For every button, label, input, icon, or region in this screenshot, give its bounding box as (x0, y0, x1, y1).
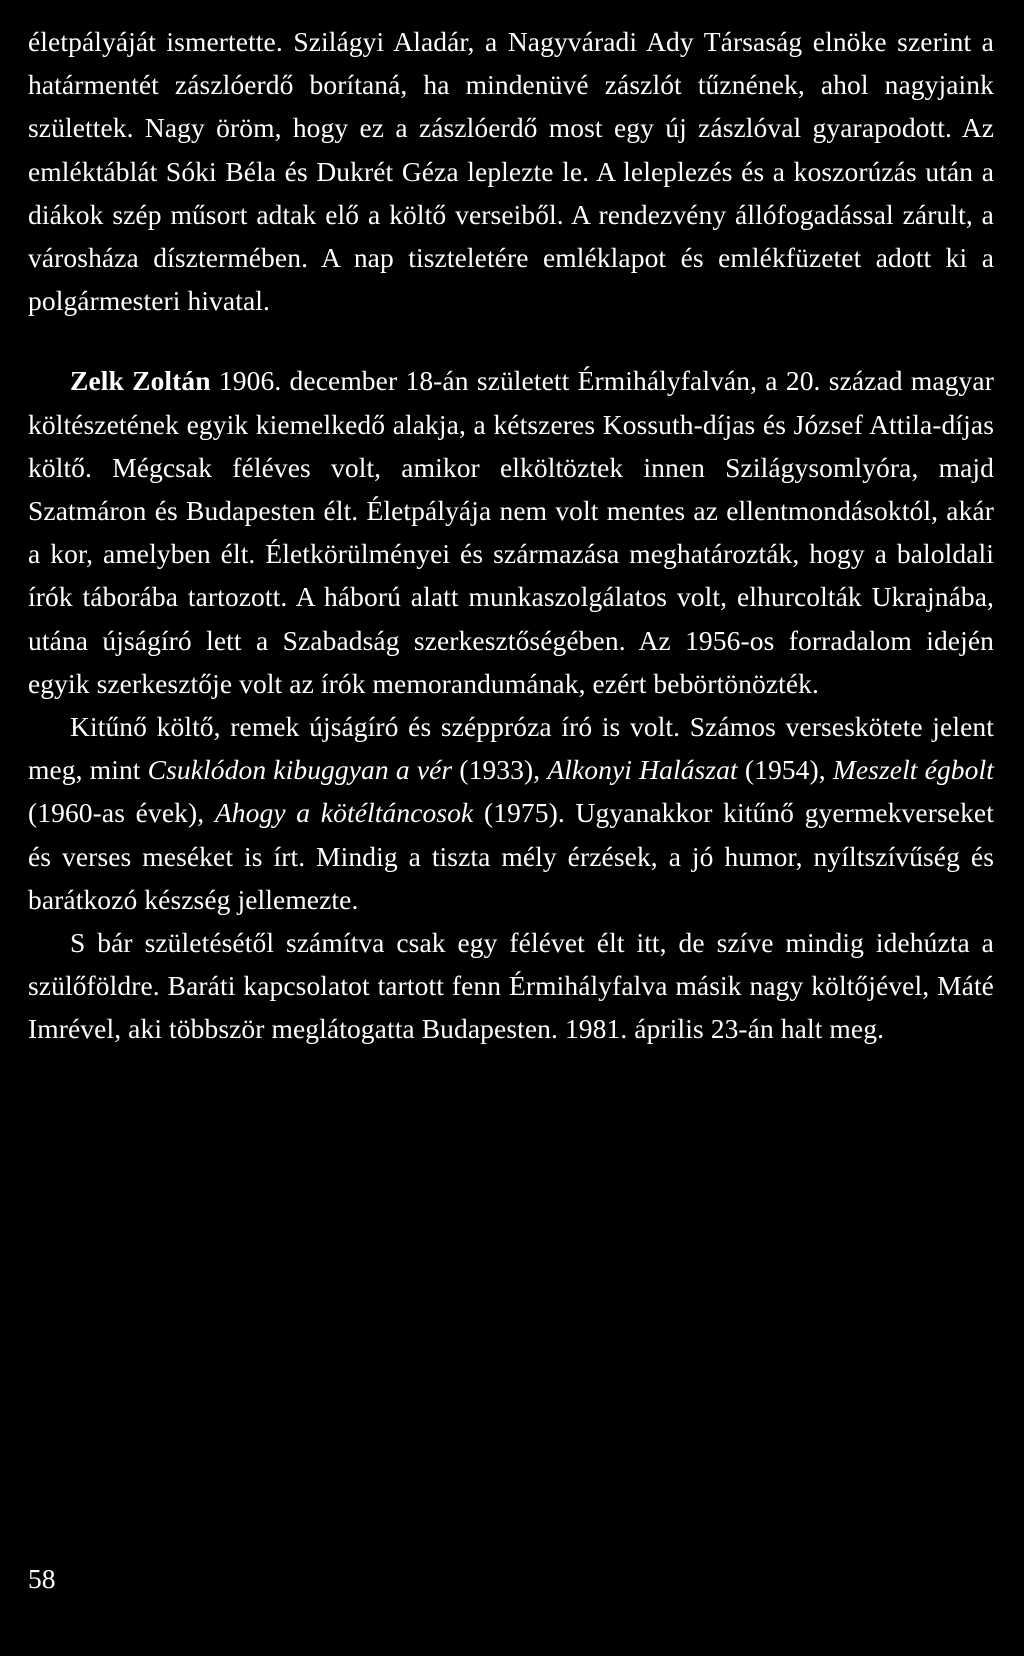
works-text-5: (1975). Ugyanakkor kitűnő gyermekverseket és verses meséket is írt. Mindig a tiszta mély érzések, a jó humor, nyíltszívűség és barátkozó készség jellemezte. (28, 797, 994, 915)
paragraph-works (28, 705, 994, 921)
book-title-ahogy: Ahogy a kötéltáncosok (214, 797, 474, 829)
book-title-csuklodon: Csuklódon kibuggyan a vér (147, 754, 453, 786)
page-body (28, 20, 994, 1051)
works-text-4: (1960-as évek), (28, 797, 215, 829)
book-title-alkonyi: Alkonyi Halászat (547, 754, 738, 786)
works-text-2: (1933), (452, 754, 548, 786)
works-text-1: Kitűnő költő, remek újságíró és széppróza író is volt. Számos verseskötete jelent meg, mint (28, 711, 994, 786)
paragraph-biography (28, 359, 994, 705)
works-text-3: (1954), (737, 754, 833, 786)
page-number: 58 (28, 1563, 56, 1594)
poet-name: Zelk Zoltán (70, 365, 211, 397)
paragraph-homeland: S bár születésétől számítva csak egy félévet élt itt, de szíve mindig idehúzta a szülőföldre. Baráti kapcsolatot tartott fenn Érmihályfalva másik nagy költőjével, Máté Imrével, aki többször meglátogatta Budapesten. 1981. április 23-án halt meg. (28, 927, 994, 1045)
biography-text: 1906. december 18-án született Érmihályfalván, a 20. század magyar költészetének egyik kiemelkedő alakja, a kétszeres Kossuth-díjas és József Attila-díjas költő. Mégcsak féléves volt, amikor elköltöztek innen Szilágysomlyóra, majd Szatmáron és Budapesten élt. Életpályája nem volt mentes az ellentmondásoktól, akár a kor, amelyben élt. Életkörülményei és származása meghatározták, hogy a baloldali írók táborába tartozott. A háború alatt munkaszolgálatos volt, elhurcolták Ukrajnába, utána újságíró lett a Szabadság szerkesztőségében. Az 1956-os forradalom idején egyik szerkesztője volt az írók memorandumának, ezért bebörtönözték. (28, 365, 994, 699)
paragraph-ceremony: életpályáját ismertette. Szilágyi Aladár, a Nagyváradi Ady Társaság elnöke szerint a határmentét zászlóerdő borítaná, ha mindenüvé zászlót tűznének, ahol nagyjaink születtek. Nagy öröm, hogy ez a zászlóerdő most egy új zászlóval gyarapodott. Az emléktáblát Sóki Béla és Dukrét Géza leplezte le. A leleplezés és a koszorúzás után a diákok szép műsort adtak elő a költő verseiből. A rendezvény állófogadással zárult, a városháza dísztermében. A nap tiszteletére emléklapot és emlékfüzetet adott ki a polgármesteri hivatal. (28, 26, 994, 317)
book-title-meszelt: Meszelt égbolt (832, 754, 994, 786)
